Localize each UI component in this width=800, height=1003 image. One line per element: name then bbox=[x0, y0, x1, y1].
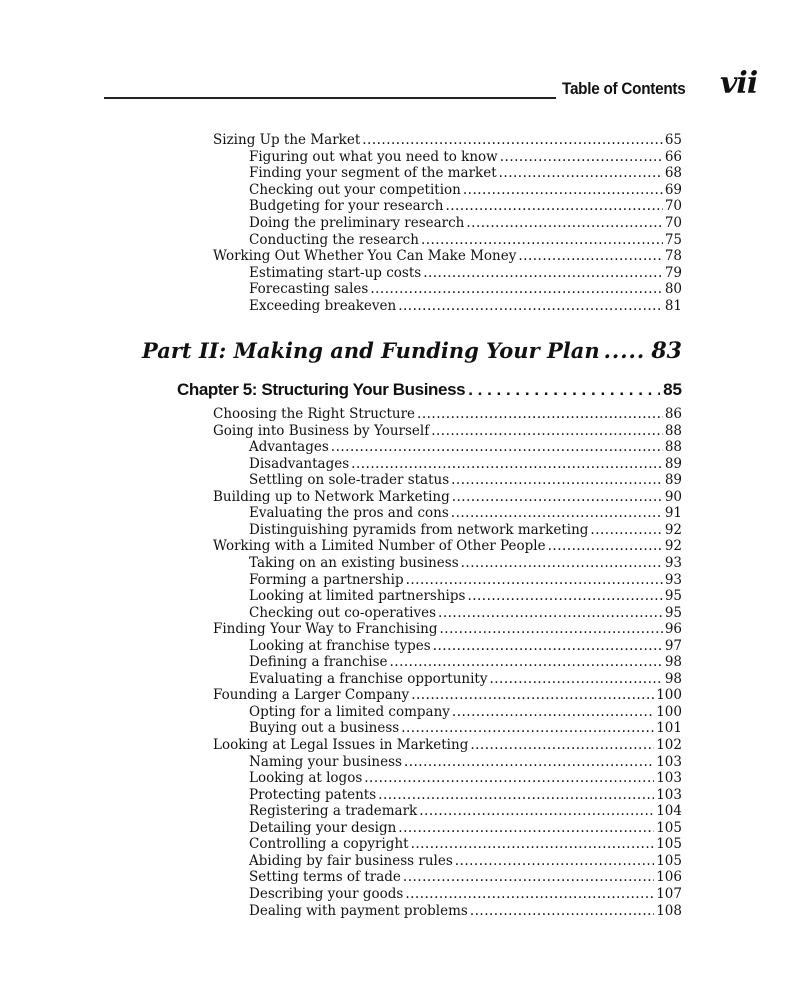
dot-leader bbox=[389, 654, 662, 670]
dot-leader bbox=[403, 869, 654, 885]
dot-leader bbox=[401, 720, 654, 736]
entry-page-number: 95 bbox=[664, 588, 682, 605]
entry-page-number: 103 bbox=[656, 770, 682, 787]
header-rule bbox=[104, 97, 556, 99]
entry-title: Evaluating a franchise opportunity bbox=[249, 670, 488, 687]
toc-section-entry bbox=[213, 538, 682, 554]
toc-subsection-entry bbox=[249, 704, 682, 720]
entry-page-number: 104 bbox=[656, 803, 682, 820]
dot-leader bbox=[548, 538, 663, 554]
entry-page-number: 98 bbox=[664, 670, 682, 687]
dot-leader bbox=[370, 281, 662, 297]
toc-subsection-entry bbox=[249, 787, 682, 803]
entry-title: Doing the preliminary research bbox=[249, 215, 465, 231]
entry-page-number: 103 bbox=[656, 753, 682, 770]
toc-subsection-entry bbox=[249, 654, 682, 670]
dot-leader bbox=[452, 489, 663, 505]
chapter-title: Chapter 5: Structuring Your Business bbox=[177, 380, 466, 399]
dot-leader bbox=[438, 605, 663, 621]
dot-leader bbox=[461, 555, 663, 571]
entry-title: Budgeting for your research bbox=[249, 198, 444, 215]
toc-subsection-entry bbox=[249, 505, 682, 521]
page-number: vii bbox=[720, 66, 758, 101]
entry-title: Building up to Network Marketing bbox=[213, 488, 450, 505]
entry-page-number: 86 bbox=[664, 406, 682, 422]
toc-section-entry bbox=[213, 621, 682, 637]
entry-title: Protecting patents bbox=[249, 786, 377, 803]
entry-page-number: 93 bbox=[664, 554, 682, 571]
toc-section-entry bbox=[213, 687, 682, 703]
dot-leader bbox=[452, 704, 654, 720]
entry-page-number: 81 bbox=[664, 298, 682, 314]
toc-subsection-entry bbox=[249, 165, 682, 181]
chapter-heading bbox=[177, 380, 682, 400]
entry-title: Advantages bbox=[249, 439, 329, 456]
entry-page-number: 92 bbox=[664, 521, 682, 538]
entry-title: Checking out co-operatives bbox=[249, 604, 437, 621]
dot-leader bbox=[417, 406, 663, 422]
entry-page-number: 91 bbox=[664, 505, 682, 522]
entry-page-number: 79 bbox=[664, 264, 682, 281]
dot-leader bbox=[455, 853, 654, 869]
entry-title: Buying out a business bbox=[249, 720, 400, 737]
dot-leader bbox=[590, 522, 662, 538]
entry-page-number: 68 bbox=[664, 165, 682, 182]
entry-page-number: 97 bbox=[664, 637, 682, 654]
entry-title: Detailing your design bbox=[249, 819, 397, 836]
entry-page-number: 69 bbox=[664, 181, 682, 198]
entry-page-number: 103 bbox=[656, 786, 682, 803]
toc-subsection-entry bbox=[249, 903, 682, 919]
toc-subsection-entry bbox=[249, 456, 682, 472]
entry-page-number: 106 bbox=[656, 869, 682, 886]
toc-subsection-entry bbox=[249, 439, 682, 455]
dot-leader bbox=[405, 886, 654, 902]
dot-leader bbox=[411, 687, 654, 703]
entry-title: Looking at logos bbox=[249, 770, 363, 787]
toc-subsection-entry bbox=[249, 182, 682, 198]
dot-leader bbox=[398, 820, 654, 836]
toc-subsection-entry bbox=[249, 232, 682, 248]
entry-title: Choosing the Right Structure bbox=[213, 406, 416, 422]
running-head-title: Table of Contents bbox=[562, 79, 686, 98]
entry-page-number: 96 bbox=[664, 621, 682, 638]
entry-page-number: 70 bbox=[664, 198, 682, 215]
entry-page-number: 100 bbox=[656, 687, 682, 704]
toc-section-entry bbox=[213, 132, 682, 148]
chapter-page: 85 bbox=[663, 380, 682, 399]
entry-page-number: 89 bbox=[664, 472, 682, 489]
entry-title: Conducting the research bbox=[249, 231, 419, 248]
entry-title: Describing your goods bbox=[249, 885, 404, 902]
toc-section-entry bbox=[213, 248, 682, 264]
entry-page-number: 90 bbox=[664, 488, 682, 505]
entry-title: Registering a trademark bbox=[249, 803, 418, 820]
entry-page-number: 80 bbox=[664, 281, 682, 298]
entry-page-number: 105 bbox=[656, 852, 682, 869]
toc-subsection-entry bbox=[249, 853, 682, 869]
toc-subsection-entry bbox=[249, 638, 682, 654]
entry-page-number: 66 bbox=[664, 148, 682, 165]
entry-title: Defining a franchise bbox=[249, 654, 388, 671]
entry-title: Disadvantages bbox=[249, 455, 350, 472]
dot-leader bbox=[423, 265, 663, 281]
dot-leader bbox=[499, 165, 663, 181]
entry-title: Opting for a limited company bbox=[249, 703, 450, 720]
entry-title: Working with a Limited Number of Other People bbox=[213, 538, 546, 555]
entry-title: Checking out your competition bbox=[249, 181, 461, 198]
entry-page-number: 98 bbox=[664, 654, 682, 671]
dot-leader bbox=[500, 149, 663, 165]
dot-leader bbox=[468, 380, 660, 400]
toc-section-entry bbox=[213, 737, 682, 753]
toc-subsection-entry bbox=[249, 265, 682, 281]
dot-leader bbox=[404, 754, 654, 770]
toc-subsection-entry bbox=[249, 281, 682, 297]
dot-leader bbox=[431, 423, 663, 439]
toc-subsection-entry bbox=[249, 720, 682, 736]
dot-leader bbox=[518, 248, 662, 264]
dot-leader bbox=[467, 588, 662, 604]
entry-page-number: 105 bbox=[656, 836, 682, 853]
dot-leader bbox=[445, 198, 662, 214]
entry-title: Founding a Larger Company bbox=[213, 687, 410, 704]
toc-section-entry bbox=[213, 423, 682, 439]
page-header bbox=[0, 0, 800, 110]
entry-title: Controlling a copyright bbox=[249, 836, 409, 853]
entry-title: Looking at Legal Issues in Marketing bbox=[213, 737, 469, 753]
part-heading bbox=[142, 338, 682, 364]
dot-leader bbox=[364, 770, 654, 786]
dot-leader bbox=[433, 638, 663, 654]
entry-title: Exceeding breakeven bbox=[249, 298, 397, 314]
entry-page-number: 89 bbox=[664, 455, 682, 472]
entry-title: Dealing with payment problems bbox=[249, 902, 468, 919]
dot-leader bbox=[351, 456, 663, 472]
toc-section-entry bbox=[213, 406, 682, 422]
entry-page-number: 92 bbox=[664, 538, 682, 555]
entry-title: Finding your segment of the market bbox=[249, 165, 497, 182]
toc-subsection-entry bbox=[249, 803, 682, 819]
entry-page-number: 100 bbox=[656, 703, 682, 720]
entry-title: Looking at franchise types bbox=[249, 637, 431, 654]
dot-leader bbox=[421, 232, 663, 248]
toc-subsection-entry bbox=[249, 298, 682, 314]
toc-subsection-entry bbox=[249, 588, 682, 604]
dot-leader bbox=[419, 803, 654, 819]
entry-title: Going into Business by Yourself bbox=[213, 422, 430, 439]
toc-subsection-entry bbox=[249, 671, 682, 687]
entry-title: Sizing Up the Market bbox=[213, 132, 361, 148]
toc-subsection-entry bbox=[249, 472, 682, 488]
entry-title: Abiding by fair business rules bbox=[249, 852, 453, 869]
entry-page-number: 101 bbox=[656, 720, 682, 737]
toc-subsection-entry bbox=[249, 886, 682, 902]
toc-subsection-entry bbox=[249, 149, 682, 165]
dot-leader bbox=[362, 132, 663, 148]
dot-leader bbox=[411, 836, 655, 852]
entry-page-number: 93 bbox=[664, 571, 682, 588]
entry-title: Taking on an existing business bbox=[249, 554, 459, 571]
entry-title: Evaluating the pros and cons bbox=[249, 505, 449, 522]
entry-page-number: 78 bbox=[664, 248, 682, 265]
entry-title: Forecasting sales bbox=[249, 281, 369, 298]
entry-page-number: 88 bbox=[664, 422, 682, 439]
entry-page-number: 102 bbox=[656, 737, 682, 753]
entry-title: Naming your business bbox=[249, 753, 402, 770]
entry-title: Figuring out what you need to know bbox=[249, 148, 498, 165]
entry-page-number: 65 bbox=[664, 132, 682, 148]
entry-title: Working Out Whether You Can Make Money bbox=[213, 248, 517, 265]
toc-subsection-entry bbox=[249, 555, 682, 571]
dot-leader bbox=[470, 737, 654, 753]
dot-leader bbox=[489, 671, 662, 687]
entry-page-number: 108 bbox=[656, 902, 682, 919]
part-title: Part II: Making and Funding Your Plan bbox=[142, 338, 600, 363]
toc-section-entry bbox=[213, 489, 682, 505]
dot-leader bbox=[470, 903, 654, 919]
entry-page-number: 95 bbox=[664, 604, 682, 621]
toc-subsection-entry bbox=[249, 198, 682, 214]
toc-subsection-entry bbox=[249, 770, 682, 786]
dot-leader bbox=[463, 182, 663, 198]
dot-leader bbox=[406, 572, 663, 588]
toc-subsection-entry bbox=[249, 869, 682, 885]
entry-title: Setting terms of trade bbox=[249, 869, 401, 886]
dot-leader bbox=[378, 787, 654, 803]
entry-title: Estimating start-up costs bbox=[249, 264, 422, 281]
entry-page-number: 107 bbox=[656, 885, 682, 902]
toc-subsection-entry bbox=[249, 754, 682, 770]
toc-subsection-entry bbox=[249, 522, 682, 538]
dot-leader bbox=[466, 215, 662, 231]
toc-subsection-entry bbox=[249, 836, 682, 852]
entry-page-number: 105 bbox=[656, 819, 682, 836]
entry-page-number: 88 bbox=[664, 439, 682, 456]
toc-subsection-entry bbox=[249, 820, 682, 836]
entry-title: Forming a partnership bbox=[249, 571, 404, 588]
entry-title: Distinguishing pyramids from network marketing bbox=[249, 521, 589, 538]
entry-page-number: 75 bbox=[664, 231, 682, 248]
toc-subsection-entry bbox=[249, 215, 682, 231]
toc-subsection-entry bbox=[249, 572, 682, 588]
toc-subsection-entry bbox=[249, 605, 682, 621]
dot-leader bbox=[451, 472, 663, 488]
dot-leader bbox=[440, 621, 663, 637]
dot-leader bbox=[604, 338, 648, 363]
entry-title: Finding Your Way to Franchising bbox=[213, 621, 438, 638]
entry-page-number: 70 bbox=[664, 215, 682, 231]
entry-title: Looking at limited partnerships bbox=[249, 588, 466, 605]
entry-title: Settling on sole-trader status bbox=[249, 472, 450, 489]
part-page: 83 bbox=[651, 338, 682, 364]
dot-leader bbox=[398, 298, 663, 314]
dot-leader bbox=[331, 439, 663, 455]
dot-leader bbox=[451, 505, 663, 521]
